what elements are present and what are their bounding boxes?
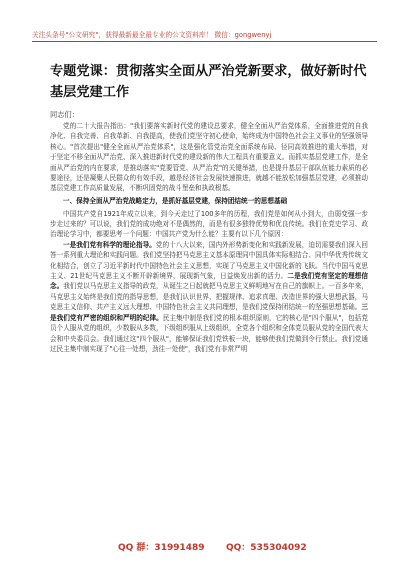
reason-2-heading: 二是我们党有坚定的理想信念。 (50, 272, 369, 291)
salutation: 同志们： (50, 110, 79, 119)
document-body (50, 121, 368, 354)
history-paragraph: 中国共产党自1921年成立以来，到今天走过了100多年的历程，我们党是如何从小到大，由弱变强一步步走过来的？可以说，我们党的成功绝对不是偶然的，而是有很多独特优势和优良传统。我们在党史学习、政治理论学习中，都要思考一个问题：中国共产党为什么能？主要有以下几个原因： (50, 209, 368, 239)
section-heading-1: 一、保持全面从严治党战略定力，是抓好基层党建，保持团结统一的思想基础 (63, 196, 288, 205)
reason-1-text: 党的十八大以来，国内外形势新变化和实践新发展，迫切需要我们深入回答一系列重大理论和实践问题。我们党坚持把马克思主义基本原理同中国具体实际相结合、同中华优秀传统文化相结合，创立了习近平新时代中国特色社会主义思想，实现了马克思主义中国化新的飞跃。当代中国马克思主义、21世纪马克思主义不断开辟新境界，展现新气象，日益焕发出新的活力。 (50, 240, 369, 281)
document-title: 专题党课：贯彻落实全面从严治党新要求，做好新时代基层党建工作 (50, 64, 367, 100)
reason-3-text: 民主集中制是我们党的根本组织原则，它的核心是"四个服从"，包括党员个人服从党的组织，少数服从多数，下级组织服从上级组织，全党各个组织和全体党员服从党的全国代表大会和中央委员会。我们通过这"四个服从"，能够保证我们党铁板一块，能够使我们党做到令行禁止。我们党通过民主集中制实现了"心往一处想，劲往一处使"，我们党有非常严明 (50, 313, 368, 353)
reason-3-heading: 三是我们党有严密的组织和严明的纪律。 (50, 303, 368, 322)
intro-paragraph: 党的二十大报告指出："我们要落实新时代党的建设总要求，健全全面从严治党体系，全面推进党的自我净化、自我完善、自我革新、自我提高，使我们党坚守初心使命，始终成为中国特色社会主义事业的坚强领导核心。"首次提出"健全全面从严治党体系"，这是强化管党治党全面系统布局、径同高效推进的重大举措，对于坚定不移全面从严治党、深入推进新时代党的建设新的伟大工程具有重要意义。而抓实基层党建工作，是全面从严治党的内在要求，是推动落实"党要管党、从严治党"的关键举措，也是提升基层干部队伍能力素质的必要途径，还是凝聚人民群众的有效手段，越是经济社会发展快速推进，就越不能放松加强基层党建，必须推动基层党建工作高质量发展，不断巩固党的战斗堡垒和执政根基。 (50, 122, 368, 193)
reason-1-heading: 一是我们党有科学的理论指导。 (63, 240, 156, 249)
reason-2-text: 我们党以马克思主义指导的政党，从诞生之日起就把马克思主义鲜明地写在自己的旗帜上。一百多年来，马克思主义始终是我们党的指导思想，是我们认识世界、把握规律、追求真理、改造世界的强大思想武器，马克思主义信仰、共产主义远大理想、中国特色社会主义共同理想，是我们党保持团结统一的坚强思想基础。 (50, 282, 369, 312)
header-divider (32, 41, 377, 42)
reasons-paragraph (50, 240, 368, 354)
qq-group-number: QQ 群：31991489 (118, 543, 205, 553)
promo-header: 关注头条号"公文研究"，获得最新最全最专业的公文资料库！ 微信：gongwenyj (32, 31, 272, 39)
qq-number: QQ：535304092 (226, 543, 307, 553)
